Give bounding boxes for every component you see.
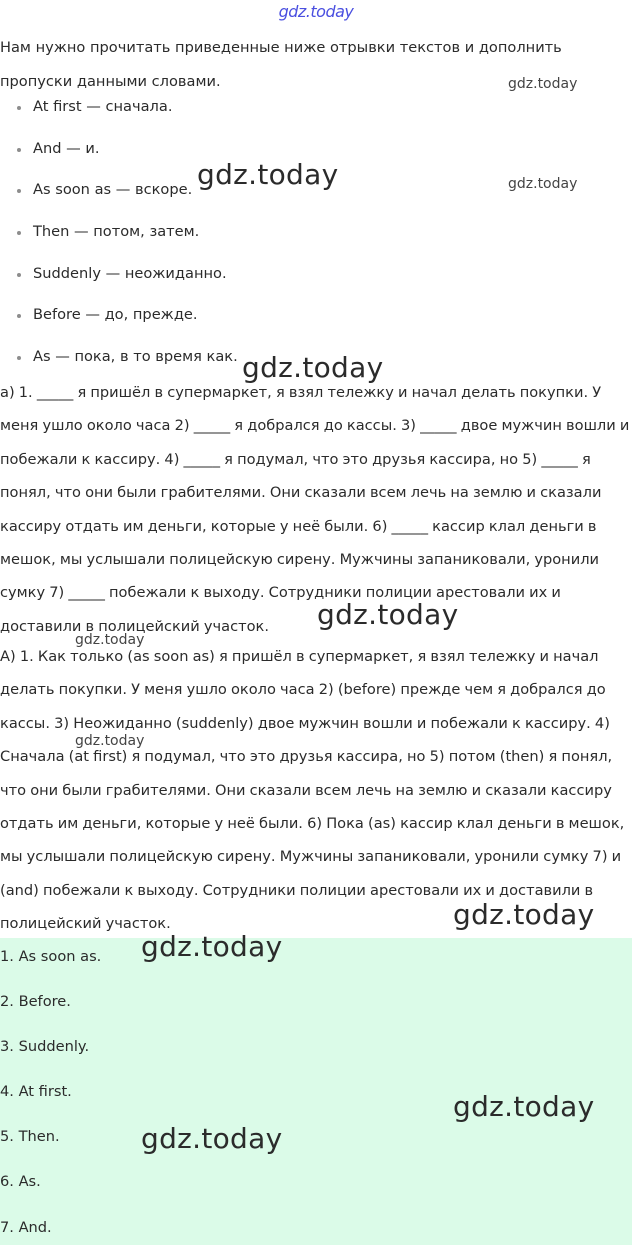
answer-item: 7. And. (0, 1218, 52, 1236)
watermark: gdz.today (75, 733, 145, 749)
watermark: gdz.today (453, 1090, 595, 1123)
vocab-item: Suddenly — неожиданно. (0, 253, 238, 295)
answer-item: 5. Then. (0, 1128, 60, 1146)
vocab-item: As soon as — вскоре. (0, 169, 238, 211)
task-paragraph: a) 1. _____ я пришёл в супермаркет, я взял тележку и начал делать покупки. У меня ушло около часа 2) _____ я добрался до кассы. 3) _____ двое мужчин вошли и побежали к кассиру. 4) _____ я подумал, что это друзья кассира, но 5) _____ я понял, что они были грабителями. Они сказали всем лечь на землю и сказали кассиру отдать им деньги, которые у неё были. 6) _____ кассир клал деньги в мешок, мы услышали полицейскую сирену. Мужчины запаниковали, уронили сумку 7) _____ побежали к выходу. Сотрудники полиции арестовали их и доставили в полицейский участок. (0, 384, 630, 635)
bullet-icon (17, 106, 21, 110)
watermark: gdz.today (508, 76, 578, 92)
bullet-icon (17, 273, 21, 277)
watermark: gdz.today (317, 598, 459, 631)
watermark: gdz.today (141, 1122, 283, 1155)
watermark: gdz.today (197, 158, 339, 191)
watermark: gdz.today (242, 351, 384, 384)
watermark: gdz.today (75, 632, 145, 648)
vocab-item: As — пока, в то время как. (0, 336, 238, 378)
answer-item: 6. As. (0, 1173, 41, 1191)
answer-item: 4. At first. (0, 1083, 72, 1101)
watermark: gdz.today (141, 930, 283, 963)
vocab-item: Before — до, прежде. (0, 294, 238, 336)
vocabulary-list (0, 86, 238, 378)
vocab-item: Then — потом, затем. (0, 211, 238, 253)
answer-item: 1. As soon as. (0, 948, 102, 965)
watermark: gdz.today (508, 176, 578, 192)
answer-paragraph: A) 1. Как только (as soon as) я пришёл в супермаркет, я взял тележку и начал делать покупки. У меня ушло около часа 2) (before) прежде чем я добрался до кассы. 3) Неожиданно (suddenly) двое мужчин вошли и побежали к кассиру. 4) Сначала (at first) я подумал, что это друзья кассира, но 5) потом (then) я понял, что они были грабителями. Они сказали всем лечь на землю и сказали кассиру отдать им деньги, которые у неё были. 6) Пока (as) кассир клал деньги в мешок, мы услышали полицейскую сирену. Мужчины запаниковали, уронили сумку 7) и (and) побежали к выходу. Сотрудники полиции арестовали их и доставили в полицейский участок. (0, 648, 625, 933)
site-logo[interactable]: gdz.today (278, 2, 354, 21)
intro-text: Нам нужно прочитать приведенные ниже отрывки текстов и дополнить пропуски данными словами. (0, 39, 562, 90)
watermark: gdz.today (453, 898, 595, 931)
bullet-icon (17, 148, 21, 152)
vocab-item: At first — сначала. (0, 86, 238, 128)
answer-item: 3. Suddenly. (0, 1038, 90, 1056)
vocab-item: And — и. (0, 128, 238, 170)
answer-item: 2. Before. (0, 993, 71, 1011)
